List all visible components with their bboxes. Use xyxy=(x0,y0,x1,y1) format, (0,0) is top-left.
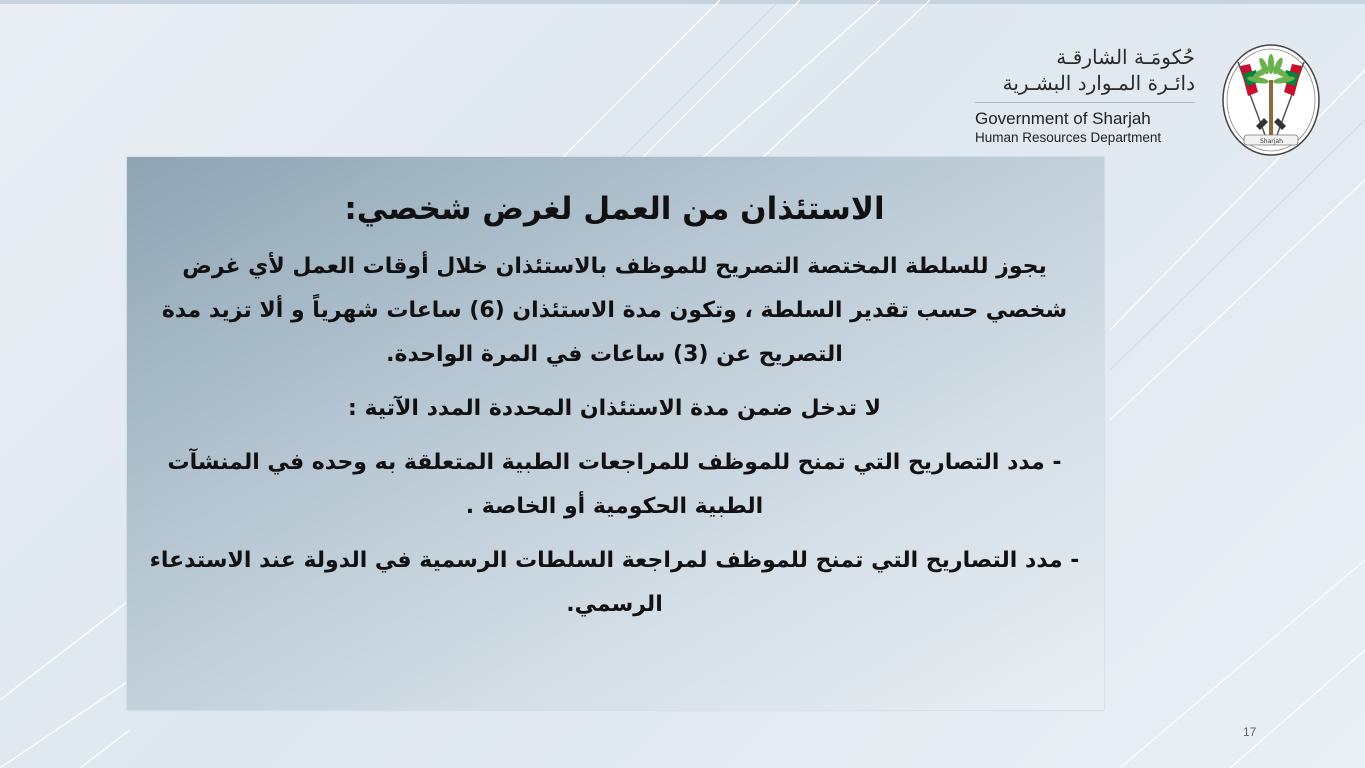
list-item-official-summons: - مدد التصاريح التي تمنح للموظف لمراجعة السلطات الرسمية في الدولة عند الاستدعاء الرسمي. xyxy=(149,548,1080,617)
slide-title: الاستئذان من العمل لغرض شخصي: xyxy=(344,191,885,227)
arabic-government-name: حُكومَـة الشارقـة xyxy=(1056,45,1195,69)
brand-header xyxy=(960,40,1350,160)
sharjah-emblem-icon xyxy=(1220,40,1322,158)
content-panel xyxy=(127,157,1104,710)
paragraph-permission-rules: يجوز للسلطة المختصة التصريح للموظف بالاستئذان خلال أوقات العمل لأي غرض شخصي حسب تقدير السلطة ، وتكون مدة الاستئذان (6) ساعات شهرياً و ألا تزيد مدة التصريح عن (3) ساعات في المرة الواحدة. xyxy=(161,254,1068,367)
emblem-caption: Sharjah xyxy=(1260,138,1283,145)
content-text xyxy=(147,185,1082,633)
english-department-name: Human Resources Department xyxy=(975,130,1162,145)
list-item-medical-visits: - مدد التصاريح التي تمنح للموظف للمراجعات الطبية المتعلقة به وحده في المنشآت الطبية الحكومية أو الخاصة . xyxy=(167,450,1062,519)
page-number: 17 xyxy=(1243,725,1257,739)
english-government-name: Government of Sharjah xyxy=(975,109,1151,128)
brand-divider xyxy=(975,102,1195,103)
arabic-department-name: دائـرة المـوارد البشـرية xyxy=(1002,71,1195,95)
paragraph-exclusions-heading: لا تدخل ضمن مدة الاستئذان المحددة المدد الآتية : xyxy=(347,396,882,421)
brand-text-block xyxy=(975,44,1195,146)
